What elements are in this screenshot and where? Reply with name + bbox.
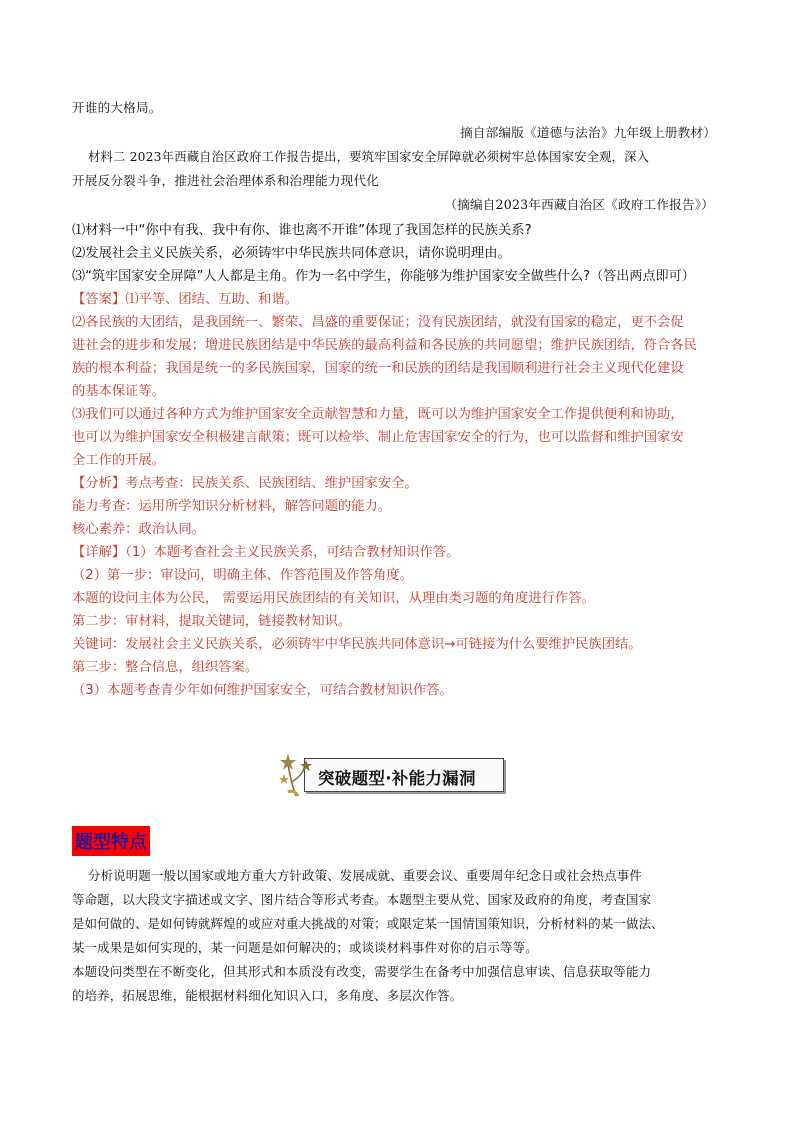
- analysis-line-3: 核心素养：政治认同。: [72, 522, 205, 537]
- question-3: ⑶“筑牢国家安全屏障”人人都是主角。作为一名中学生，你能够为维护国家安全做些什么?（答出两点即可）: [72, 269, 695, 284]
- question-2: ⑵发展社会主义民族关系，必须铸牢中华民族共同体意识，请你说明理由。: [72, 246, 511, 261]
- answer-2-line: 进社会的进步和发展；增进民族团结是中华民族的最高利益和各民族的共同愿望；维护民族团结，符合各民: [72, 338, 697, 353]
- question-1: ⑴材料一中“你中有我、我中有你、谁也离不开谁”体现了我国怎样的民族关系?: [72, 223, 532, 238]
- section-line: 等命题，以大段文字描述或文字、图片结合等形式考查。本题型主要从党、国家及政府的角度，考查国家: [72, 892, 652, 907]
- section-line: 的培养，拓展思维，能根据材料细化知识入口，多角度、多层次作答。: [72, 988, 463, 1003]
- detail-tag: 【详解】: [72, 545, 126, 560]
- section-banner: [274, 752, 506, 798]
- answer-2-line: 的基本保证等。: [72, 384, 166, 399]
- detail-line-6: 第三步：整合信息，组织答案。: [72, 660, 259, 675]
- answer-2-line: 族的根本利益；我国是统一的多民族国家，国家的统一和民族的团结是我国顺利进行社会主义现代化建设: [72, 361, 684, 376]
- analysis-text: 考点考查：民族关系、民族团结、维护国家安全。: [125, 476, 418, 491]
- analysis-line-2: 能力考查：运用所学知识分析材料，解答问题的能力。: [72, 499, 392, 514]
- answer-2-line: ⑵各民族的大团结，是我国统一、繁荣、昌盛的重要保证；没有民族团结，就没有国家的稳定，更不会促: [72, 315, 684, 330]
- analysis-line-1: [72, 472, 418, 491]
- answer-tag: 【答案】: [72, 292, 126, 307]
- material-two-source: （摘编自2023年西藏自治区《政府工作报告》）: [444, 197, 714, 212]
- section-line: 本题设问类型在不断变化，但其形式和本质没有改变，需要学生在备考中加强信息审读、信息获取等能力: [72, 964, 652, 979]
- answer-3-line: ⑶我们可以通过各种方式为维护国家安全贡献智慧和力量，既可以为维护国家安全工作提供便利和协助，: [72, 407, 684, 422]
- answer-1-text: ⑴平等、团结、互助、和谐。: [125, 292, 299, 307]
- detail-line-7: （3）本题考查青少年如何维护国家安全，可结合教材知识作答。: [72, 683, 453, 698]
- star-branch-icon: [274, 752, 320, 798]
- section-heading: 题型特点: [72, 826, 150, 856]
- material-two-line-1: 材料二 2023年西藏自治区政府工作报告提出，要筑牢国家安全屏障就必须树牢总体国家安全观，深入: [88, 150, 650, 164]
- detail-line-5: 关键词：发展社会主义民族关系，必须铸牢中华民族共同体意识→可链接为什么要维护民族团结。: [72, 637, 642, 652]
- banner-title: 突破题型·补能力漏洞: [318, 769, 476, 788]
- section-line: 分析说明题一般以国家或地方重大方针政策、发展成就、重要会议、重要周年纪念日或社会热点事件: [88, 868, 642, 883]
- detail-line-3: 本题的设问主体为公民， 需要运用民族团结的有关知识，从理由类习题的角度进行作答。: [72, 591, 595, 606]
- section-line: 是如何做的、是如何铸就辉煌的或应对重大挑战的对策；或限定某一国情国策知识，分析材料的某一做法、: [72, 916, 664, 931]
- detail-line-1: [72, 541, 459, 560]
- material-two-line-2: 开展反分裂斗争，推进社会治理体系和治理能力现代化: [72, 173, 380, 188]
- answer-3-line: 全工作的开展。: [72, 453, 166, 468]
- detail-line-2: （2）第一步：审设问，明确主体、作答范围及作答角度。: [72, 568, 413, 583]
- detail-line-4: 第二步：审材料，提取关键词，链接教材知识。: [72, 614, 352, 629]
- material-continuation: 开谁的大格局。: [72, 100, 162, 115]
- answer-3-line: 也可以为维护国家安全积极建言献策；既可以检举、制止危害国家安全的行为，也可以监督和维护国家安: [72, 430, 684, 445]
- answer-1: [72, 288, 298, 307]
- material-one-source: 摘自部编版《道德与法治》九年级上册教材）: [460, 125, 716, 140]
- analysis-tag: 【分析】: [72, 476, 126, 491]
- section-line: 某一成果是如何实现的，某一问题是如何解决的；或谈谈材料事件对你的启示等等。: [72, 940, 538, 955]
- detail-text: （1）本题考查社会主义民族关系，可结合教材知识作答。: [125, 545, 460, 560]
